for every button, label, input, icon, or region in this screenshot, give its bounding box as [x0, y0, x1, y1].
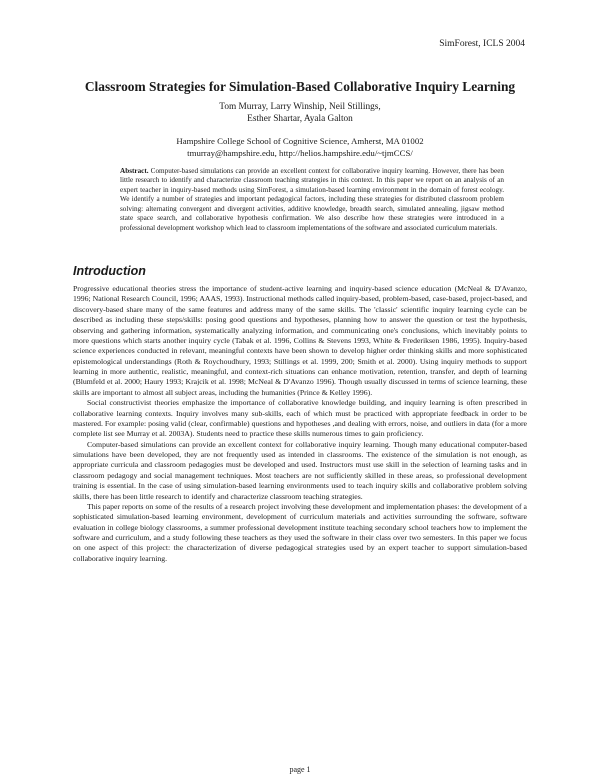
- paragraph-2: Social constructivist theories emphasize the importance of collaborative knowledge building, and inquiry learning is often prescribed in collaborative learning contexts. Inquiry involves many sub-skills, each of which must be practiced with appropriate feedback in order to be mastered. For example: posing valid (clear, confirmable) questions and hypotheses ,and dealing with errors, noise, and outliers in data (for a more complete list see Murray et al. 2003A). Students need to practice these skills numerous times to gain proficiency.: [73, 398, 527, 439]
- section-heading-introduction: Introduction: [73, 264, 146, 278]
- paragraph-3: Computer-based simulations can provide an excellent context for collaborative inquiry learning. Though many educational computer-based simulations have been developed, they are not frequently used as intended in classrooms. The existence of the simulation is not enough, as appropriate curricula and classroom pedagogies must be developed and used. Instructors must use skill in the selection of learning tasks and in classroom pedagogy and social management techniques. Most teachers are not sufficiently skilled in these areas, so professional development training is essential. In the case of using simulation-based learning environments used to teach inquiry skills and collaborative problem solving skills, there has been little research to identify and characterize classroom teaching strategies.: [73, 439, 527, 501]
- paper-title: Classroom Strategies for Simulation-Based Collaborative Inquiry Learning: [84, 79, 516, 94]
- running-head: SimForest, ICLS 2004: [439, 39, 525, 49]
- affiliation-line: Hampshire College School of Cognitive Science, Amherst, MA 01002: [176, 136, 424, 146]
- abstract-text: Computer-based simulations can provide an excellent context for collaborative inquiry learning. However, there has been little research to identify and characterize classroom teaching strategies in this context. In this paper we report on an analysis of an expert teacher in inquiry-based methods using SimForest, a simulation-based learning environment in the domain of forest ecology. We identify a number of strategies and important pedagogical factors, including these strategies for distributed classroom problem solving: alternating convergent and divergent activities, additive knowledge, breadth search, simulated annealing, jigsaw method state space search, and collaborative hypothesis confirmation. We also describe how these strategies were introduced in a professional development workshop which lead to classroom implementations of the software and associated curriculum materials.: [120, 167, 505, 232]
- introduction-body: [73, 284, 527, 564]
- paragraph-4: This paper reports on some of the results of a research project involving these development and implementation phases: the development of a sophisticated simulation-based learning environment, development of curriculum materials and activities surrounding the software, software evaluation in college biology classrooms, a summer professional development institute teaching secondary school teachers how to implement the software and curriculum, and a study following these teachers as they used the software in their class over two semesters. In this paper we focus on one aspect of this project: the characterization of diverse pedagogical strategies used by an expert teacher to support simulation-based collaborative inquiry learning.: [73, 501, 527, 563]
- affiliation-block: [0, 136, 600, 159]
- paragraph-1: Progressive educational theories stress the importance of student-active learning and inquiry-based science education (McNeal & D'Avanzo, 1996; National Research Council, 1996; AAAS, 1993). Instructional methods called inquiry-based, problem-based, case-based, project-based, and discovery-based share many of the same features and address many of the same skills. The 'classic' scientific inquiry learning cycle can be described as including these steps/skills: posing good questions and hypotheses, planning how to answer the question or test the hypothesis, observing and gathering information, systematically analyzing information, and communicating one's conclusions, which inevitably points to more questions which starts another inquiry cycle (Tabak et al. 1996, Collins & Stevens 1993, White & Frederiksen 1986, 1995). Inquiry-based science experiences conducted in relevant, meaningful contexts have been shown to develop higher order thinking skills and more sophisticated epistemological understandings (Roth & Roychoudhury, 1993; Stillings et al. 1999, 200; Smith et al. 2000). Using inquiry methods to support learning in more authentic, realistic, meaningful, and context-rich situations can enhance motivation, retention, transfer, and depth of learning (Blumfeld et al. 2000; Haury 1993; Krajcik et al. 1998; McNeal & D'Avanzo 1996). Though usually discussed in terms of science learning, these skills are important to almost all subject areas, including the humanities (Prince & Kelley 1996).: [73, 284, 527, 397]
- author-line-2: Esther Shartar, Ayala Galton: [247, 114, 353, 124]
- author-block: [0, 101, 600, 125]
- author-line-1: Tom Murray, Larry Winship, Neil Stillings,: [219, 102, 381, 112]
- abstract: [120, 167, 504, 233]
- page-number: page 1: [289, 765, 311, 774]
- contact-line: tmurray@hampshire.edu, http://helios.hampshire.edu/~tjmCCS/: [187, 147, 413, 158]
- abstract-label: Abstract.: [120, 167, 149, 175]
